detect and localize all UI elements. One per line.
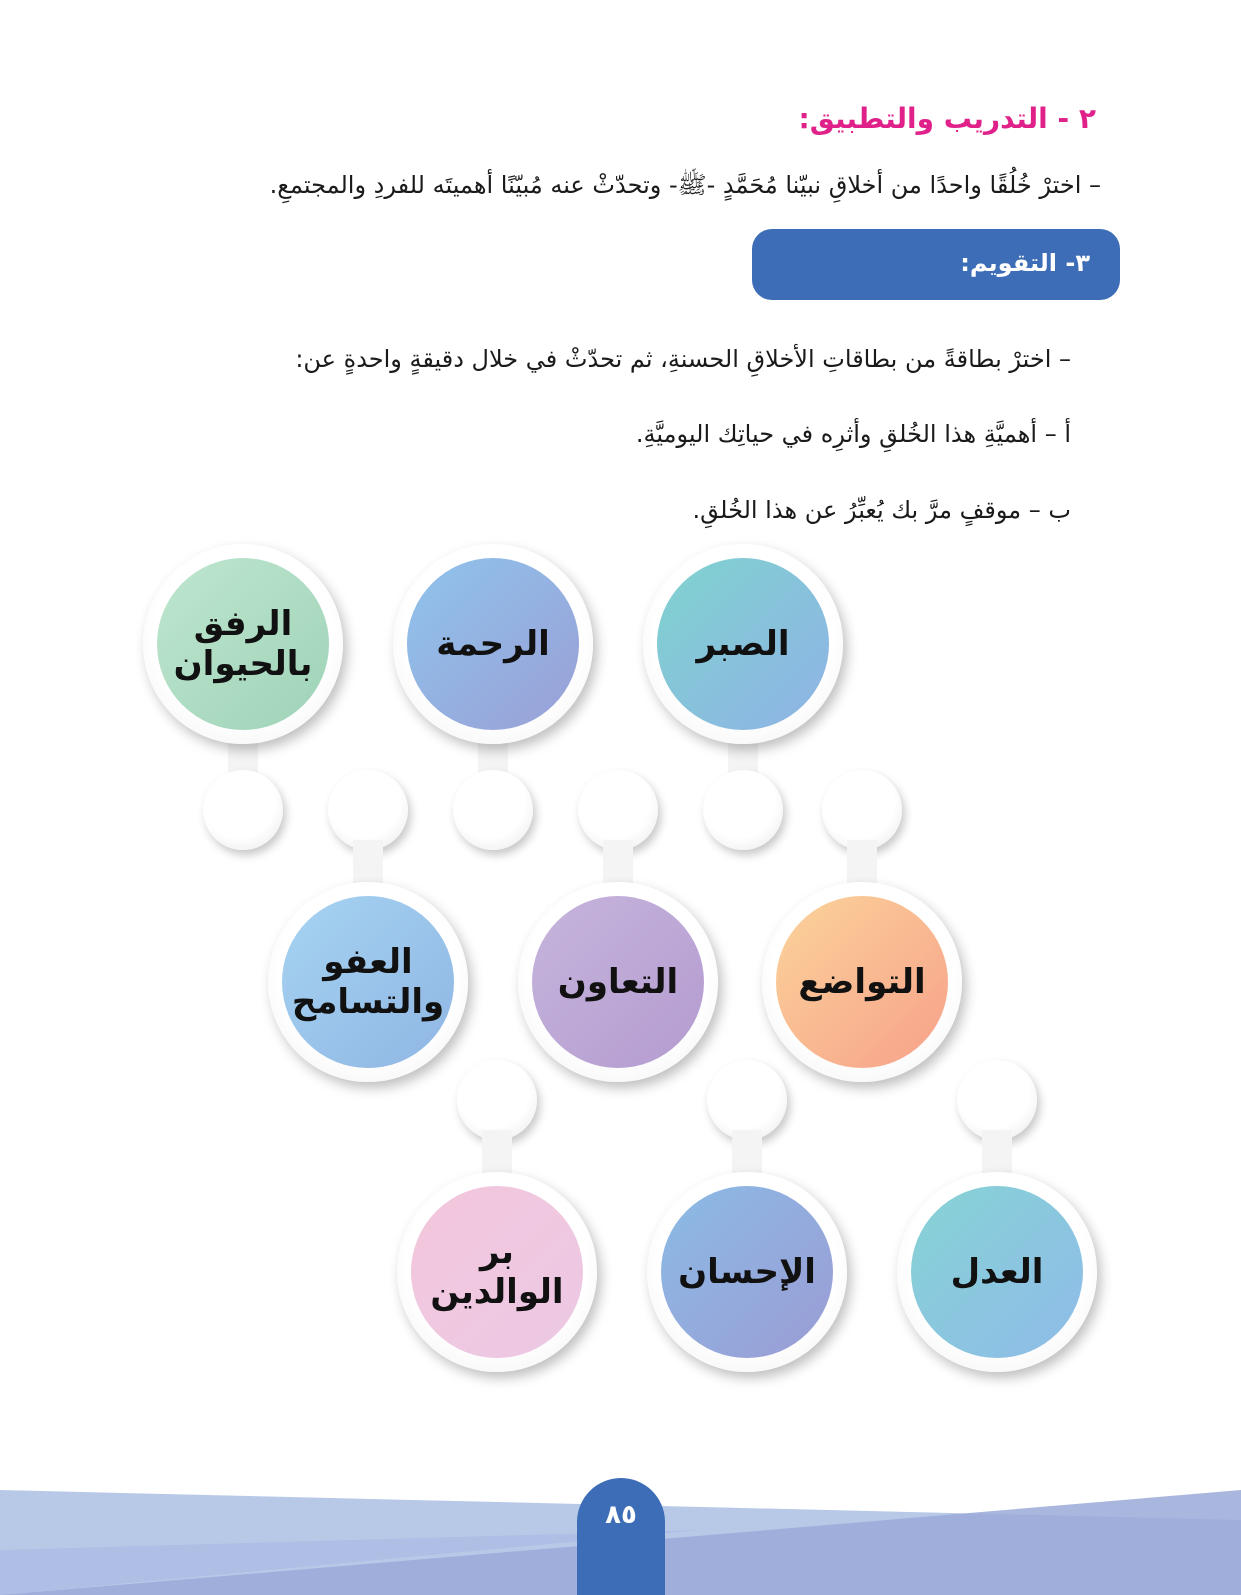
card-knob bbox=[957, 1060, 1037, 1140]
card-justice-label: العدل bbox=[911, 1186, 1083, 1358]
card-mercy-label: الرحمة bbox=[407, 558, 579, 730]
card-humility[interactable] bbox=[762, 882, 962, 1082]
card-benevolence-label: الإحسان bbox=[661, 1186, 833, 1358]
card-cooperation-label: التعاون bbox=[532, 896, 704, 1068]
evaluation-point-b: ب – موقفٍ مرَّ بك يُعبِّرُ عن هذا الخُلقِ. bbox=[692, 496, 1071, 524]
card-knob bbox=[578, 770, 658, 850]
card-knob bbox=[822, 770, 902, 850]
card-knob bbox=[703, 770, 783, 850]
card-parents-devotion[interactable] bbox=[397, 1172, 597, 1372]
card-knob bbox=[328, 770, 408, 850]
card-knob bbox=[707, 1060, 787, 1140]
card-kindness-to-animals-label: الرفق بالحيوان bbox=[157, 558, 329, 730]
card-knob bbox=[457, 1060, 537, 1140]
card-patience[interactable] bbox=[643, 544, 843, 744]
section-2-heading: ٢ - التدريب والتطبيق: bbox=[798, 102, 1096, 135]
card-knob bbox=[453, 770, 533, 850]
section-3-heading: ٣- التقويم: bbox=[960, 249, 1090, 277]
card-patience-label: الصبر bbox=[657, 558, 829, 730]
card-kindness-to-animals[interactable] bbox=[143, 544, 343, 744]
card-humility-label: التواضع bbox=[776, 896, 948, 1068]
page-number-tab bbox=[577, 1478, 665, 1595]
page-number: ٨٥ bbox=[605, 1500, 637, 1530]
card-mercy[interactable] bbox=[393, 544, 593, 744]
card-cooperation[interactable] bbox=[518, 882, 718, 1082]
card-forgiveness[interactable] bbox=[268, 882, 468, 1082]
card-justice[interactable] bbox=[897, 1172, 1097, 1372]
card-knob bbox=[203, 770, 283, 850]
evaluation-point-a: أ – أهميَّةِ هذا الخُلقِ وأثرِه في حياتِك اليوميَّةِ. bbox=[635, 420, 1071, 448]
card-forgiveness-label: العفو والتسامح bbox=[282, 896, 454, 1068]
card-benevolence[interactable] bbox=[647, 1172, 847, 1372]
evaluation-instruction: – اخترْ بطاقةً من بطاقاتِ الأخلاقِ الحسنةِ، ثم تحدّثْ في خلال دقيقةٍ واحدةٍ عن: bbox=[295, 345, 1071, 373]
card-parents-devotion-label: بر الوالدين bbox=[411, 1186, 583, 1358]
section-2-instruction: – اخترْ خُلُقًا واحدًا من أخلاقِ نبيّنا مُحَمَّدٍ -ﷺ- وتحدّثْ عنه مُبيّنًا أهميتَه للفردِ والمجتمعِ. bbox=[269, 171, 1101, 199]
